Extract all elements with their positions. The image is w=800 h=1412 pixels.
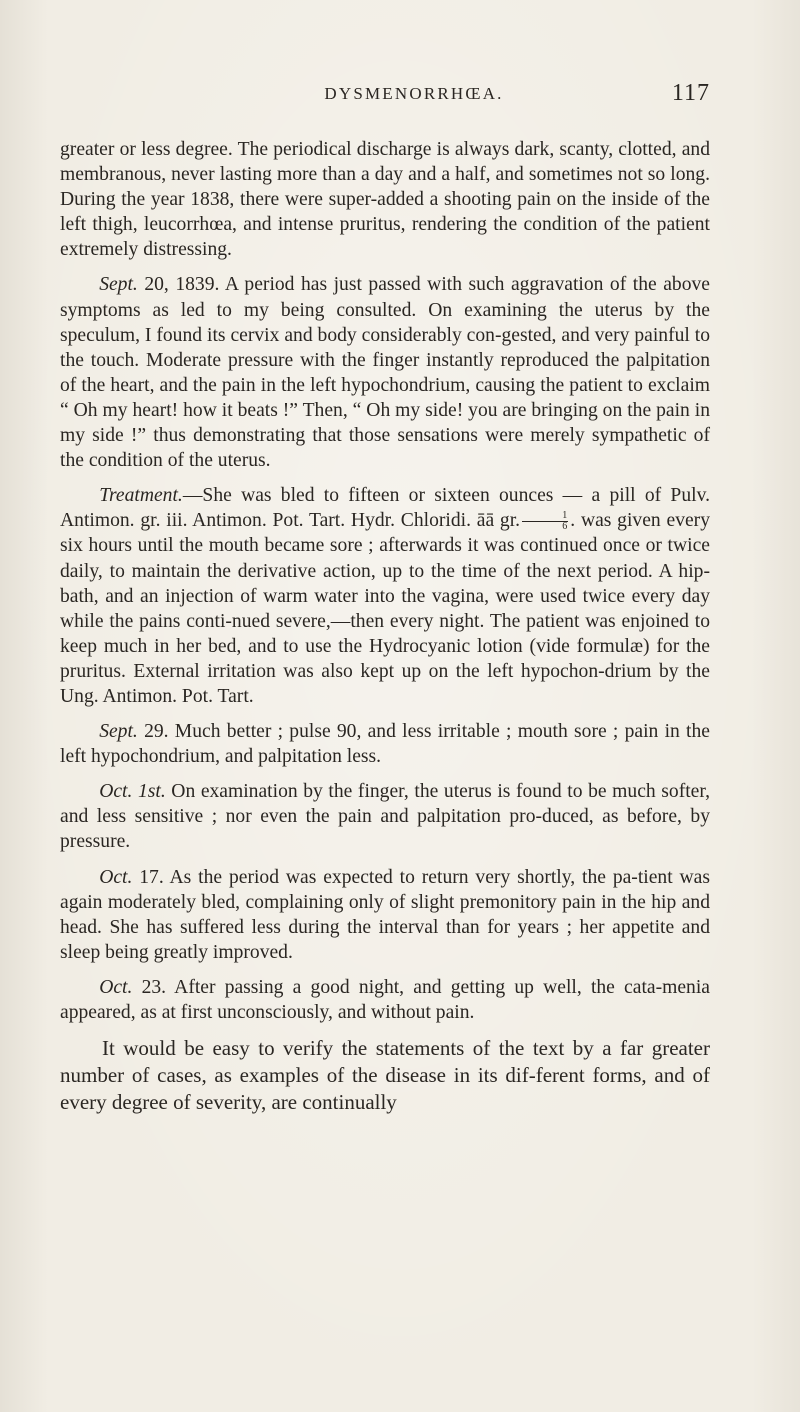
paragraph-continuation: greater or less degree. The periodical discharge is always dark, scanty, clotted, and membranous, never lasting more than a day and a half, and sometimes not so long. During the year 1838, there were super-added a shooting pain on the inside of the left thigh, leucorrhœa, and intense pruritus, rendering the condition of the patient extremely distressing. <box>60 139 710 261</box>
treatment-text-part2: . was given every six hours until the mouth became sore ; afterwards it was continued once or twice daily, to maintain the derivative action, up to the time of the next period. A hip-bath, and an injection of warm water into the vagina, were used twice every day while the pains conti-nued severe,—then every night. The patient was enjoined to keep much in her bed, and to use the Hydrocyanic lotion (vide formulæ) for the pruritus. External irritation was also kept up on the left hypochon-drium by the Ung. Antimon. Pot. Tart. <box>60 510 711 707</box>
entry-date: Oct. <box>99 976 133 998</box>
treatment-label: Treatment. <box>99 485 183 507</box>
paragraph-sept-29 <box>60 719 710 769</box>
entry-date: Oct. <box>99 866 133 888</box>
entry-text: 20, 1839. A period has just passed with such aggravation of the above symptoms as led to my being consulted. On examining the uterus by the speculum, I found its cervix and body considerably con-gested, and very painful to the touch. Moderate pressure with the finger instantly reproduced the palpitation of the heart, and the pain in the left hypochondrium, causing the patient to exclaim “ Oh my heart! how it beats !” Then, “ Oh my side! you are bringing on the pain in my side !” thus demonstrating that those sensations were merely sympathetic of the condition of the uterus. <box>60 274 710 472</box>
running-head: DYSMENORRHŒA. <box>324 84 504 103</box>
body-text <box>60 137 710 1116</box>
paragraph-oct-17 <box>60 865 710 965</box>
entry-text: On examination by the finger, the uterus is found to be much softer, and less sensitive ; nor even the pain and palpitation pro-duced, as before, by pressure. <box>60 781 710 853</box>
entry-text: 17. As the period was expected to return very shortly, the pa-tient was again moderately bled, complaining only of slight premonitory pain in the hip and head. She has suffered less during the interval than for years ; her appetite and sleep being greatly improved. <box>60 866 710 963</box>
fraction-denominator: 6 <box>562 521 568 533</box>
paragraph-treatment <box>60 483 710 709</box>
paragraph-oct-23 <box>60 975 710 1025</box>
paragraph-sept-20 <box>60 272 710 473</box>
paragraph-closing: It would be easy to verify the statements of the text by a far greater number of cases, as examples of the disease in its dif-ferent forms, and of every degree of severity, are continually <box>60 1036 710 1115</box>
page-number: 117 <box>671 80 710 106</box>
page-header <box>118 80 710 114</box>
entry-text: 23. After passing a good night, and getting up well, the cata-menia appeared, as at first unconsciously, and without pain. <box>60 976 710 1023</box>
entry-text: 29. Much better ; pulse 90, and less irritable ; mouth sore ; pain in the left hypochondrium, and palpitation less. <box>60 721 710 768</box>
paragraph-oct-1 <box>60 779 710 854</box>
entry-date: Sept. <box>99 274 138 296</box>
entry-date: Oct. 1st. <box>99 781 166 803</box>
fraction <box>522 511 568 532</box>
treatment-text-part1: —She was bled to fifteen or sixteen ounces — a pill of Pulv. Antimon. gr. iii. Antimon. Pot. Tart. Hydr. Chloridi. āā gr. <box>60 485 710 532</box>
fraction-numerator: 1 <box>522 511 568 522</box>
entry-date: Sept. <box>99 721 138 743</box>
